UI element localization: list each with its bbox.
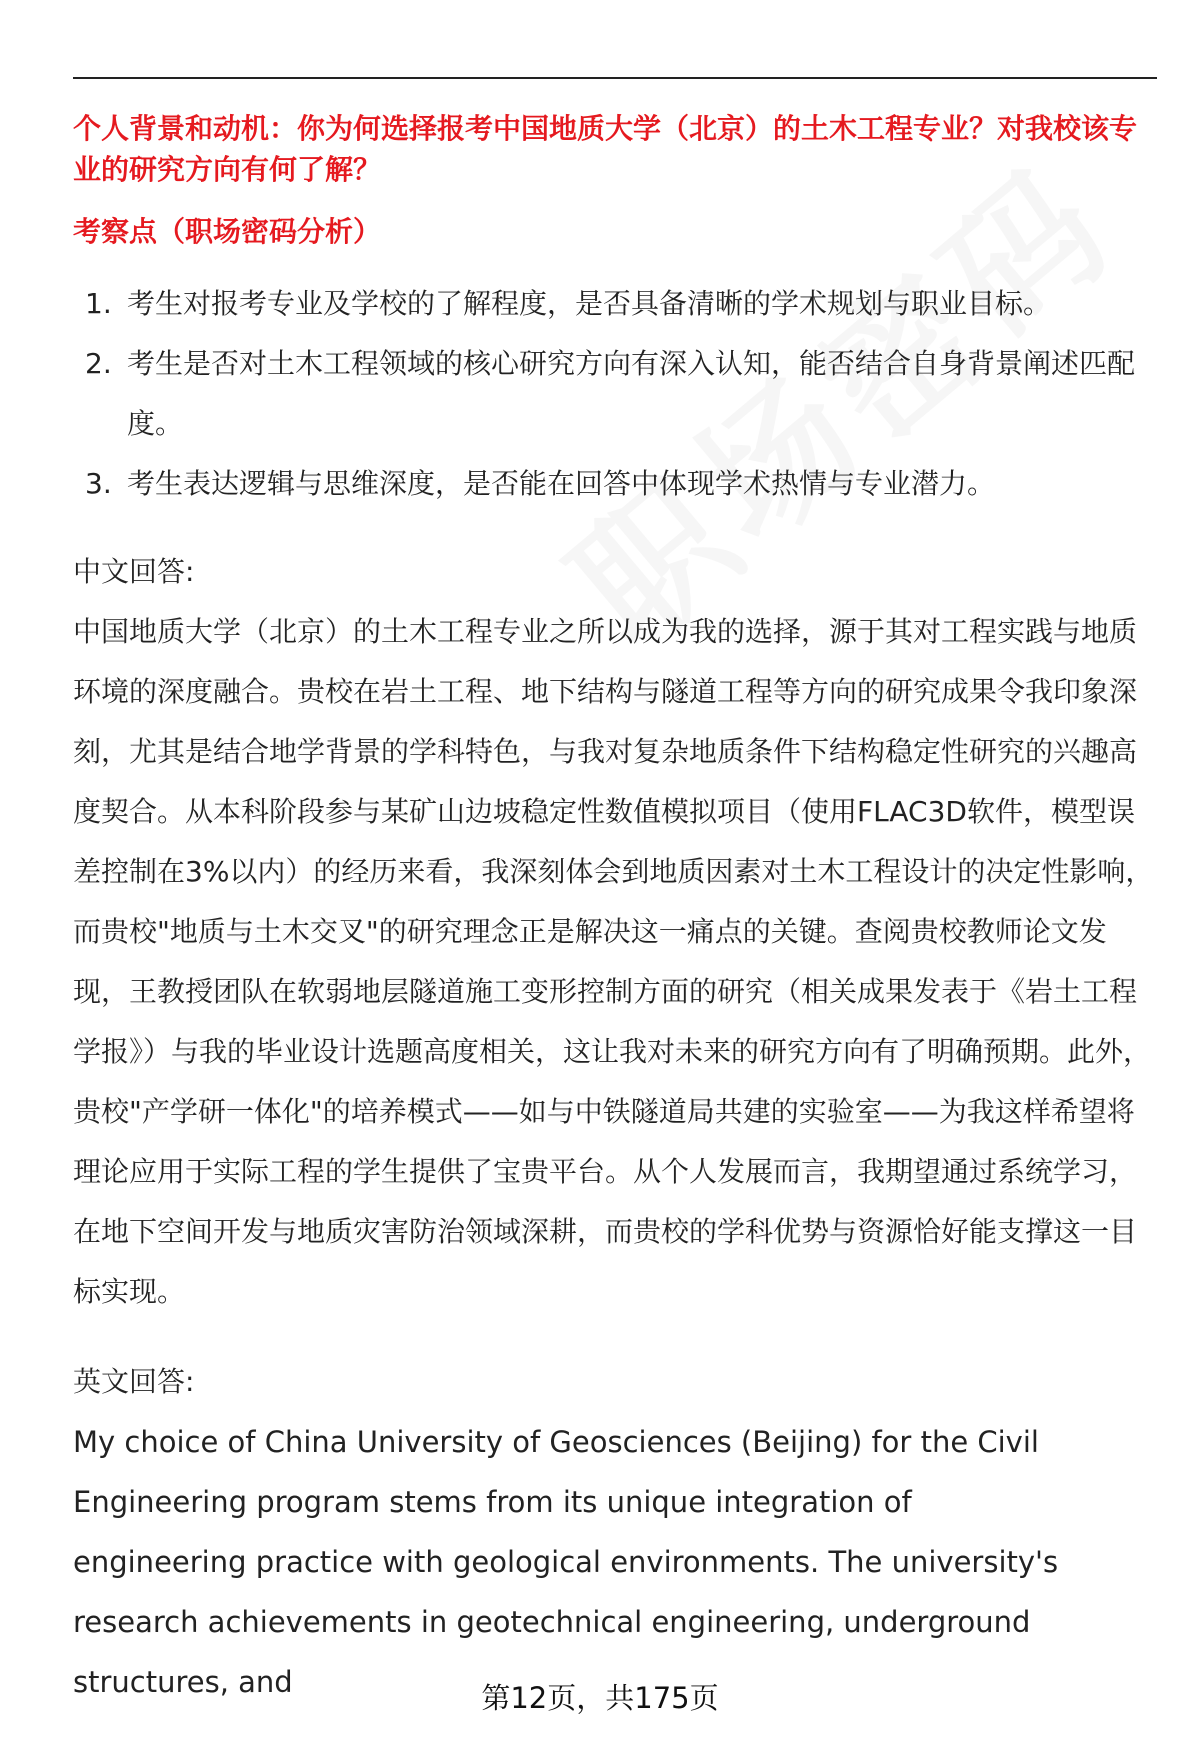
question-heading: 个人背景和动机：你为何选择报考中国地质大学（北京）的土木工程专业？对我校该专业的研究方向有何了解？ bbox=[73, 112, 1138, 186]
list-number: 1. bbox=[85, 287, 112, 320]
en-answer-text: My choice of China University of Geosciences (Beijing) for the Civil Engineering program stems from its unique integration of engineering practice with geological environments. The university's research achievements in geotechnical engineering, underground structures, and bbox=[73, 1425, 1059, 1699]
points-title: 考察点（职场密码分析） bbox=[73, 215, 382, 248]
list-item bbox=[73, 334, 1159, 454]
cn-answer-text: 中国地质大学（北京）的土木工程专业之所以成为我的选择，源于其对工程实践与地质环境的深度融合。贵校在岩土工程、地下结构与隧道工程等方向的研究成果令我印象深刻，尤其是结合地学背景的学科特色，与我对复杂地质条件下结构稳定性研究的兴趣高度契合。从本科阶段参与某矿山边坡稳定性数值模拟项目（使用FLAC3D软件，模型误差控制在3%以内）的经历来看，我深刻体会到地质因素对土木工程设计的决定性影响，而贵校"地质与土木交叉"的研究理念正是解决这一痛点的关键。查阅贵校教师论文发现，王教授团队在软弱地层隧道施工变形控制方面的研究（相关成果发表于《岩土工程学报》）与我的毕业设计选题高度相关，这让我对未来的研究方向有了明确预期。此外，贵校"产学研一体化"的培养模式——如与中铁隧道局共建的实验室——为我这样希望将理论应用于实际工程的学生提供了宝贵平台。从个人发展而言，我期望通过系统学习，在地下空间开发与地质灾害防治领域深耕，而贵校的学科优势与资源恰好能支撑这一目标实现。 bbox=[73, 615, 1154, 1308]
list-number: 2. bbox=[85, 347, 112, 380]
list-text: 考生是否对土木工程领域的核心研究方向有深入认知，能否结合自身背景阐述匹配度。 bbox=[127, 347, 1136, 440]
points-list bbox=[73, 274, 1159, 514]
top-rule bbox=[73, 77, 1157, 79]
cn-answer-label: 中文回答: bbox=[73, 555, 195, 588]
list-item bbox=[73, 454, 1159, 514]
page-footer: 第12页，共175页 bbox=[481, 1681, 719, 1715]
en-answer-label: 英文回答: bbox=[73, 1365, 195, 1398]
list-item bbox=[73, 274, 1159, 334]
page-content bbox=[73, 108, 1159, 1712]
list-text: 考生对报考专业及学校的了解程度，是否具备清晰的学术规划与职业目标。 bbox=[127, 287, 1052, 320]
list-text: 考生表达逻辑与思维深度，是否能在回答中体现学术热情与专业潜力。 bbox=[127, 467, 996, 500]
list-number: 3. bbox=[85, 467, 112, 500]
